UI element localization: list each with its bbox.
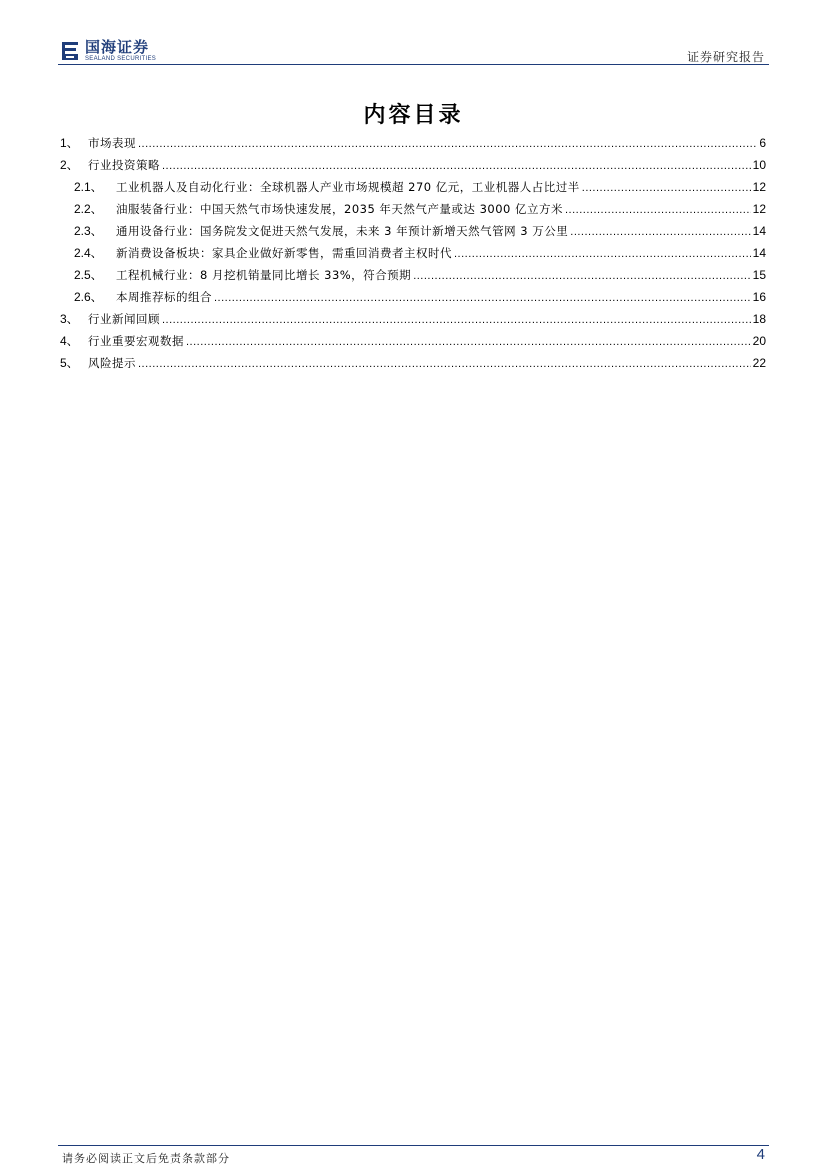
page-header	[0, 0, 827, 70]
toc-entry[interactable]	[60, 134, 766, 156]
toc-entry-page: 15	[752, 268, 766, 282]
toc-leader-dots	[162, 160, 751, 172]
toc-leader-dots	[138, 358, 751, 370]
toc-entry-page: 16	[752, 290, 766, 304]
toc-entry-number: 2.3、	[74, 224, 103, 238]
toc-title: 内容目录	[363, 102, 464, 128]
toc-entry-title: 工业机器人及自动化行业：全球机器人产业市场规模超 270 亿元，工业机器人占比过半	[116, 180, 580, 194]
toc-entry[interactable]	[60, 244, 766, 266]
footer-divider	[58, 1145, 769, 1146]
toc-leader-dots	[214, 292, 751, 304]
toc-entry-page: 20	[752, 334, 766, 348]
table-of-contents	[60, 134, 766, 376]
toc-leader-dots	[570, 226, 750, 238]
page-number: 4	[756, 1146, 765, 1163]
toc-entry-page: 10	[752, 158, 766, 172]
toc-entry-number: 2、	[60, 158, 79, 172]
toc-entry-title: 新消费设备板块：家具企业做好新零售，需重回消费者主权时代	[116, 246, 452, 260]
toc-entry[interactable]	[60, 288, 766, 310]
toc-entry[interactable]	[60, 332, 766, 354]
toc-entry-page: 12	[752, 202, 766, 216]
logo-english-name: SEALAND SECURITIES	[85, 56, 157, 62]
toc-entry[interactable]	[60, 178, 766, 200]
toc-entry-number: 4、	[60, 334, 79, 348]
toc-leader-dots	[162, 314, 751, 326]
toc-entry[interactable]	[60, 156, 766, 178]
toc-entry-number: 3、	[60, 312, 79, 326]
toc-leader-dots	[413, 270, 750, 282]
toc-entry-number: 2.4、	[74, 246, 103, 260]
toc-entry[interactable]	[60, 222, 766, 244]
toc-entry-page: 18	[752, 312, 766, 326]
logo-icon	[60, 39, 80, 63]
toc-entry[interactable]	[60, 266, 766, 288]
toc-leader-dots	[454, 248, 751, 260]
toc-entry-page: 12	[752, 180, 766, 194]
toc-entry-number: 2.5、	[74, 268, 103, 282]
logo-chinese-name: 国海证券	[85, 38, 150, 56]
toc-entry-title: 行业投资策略	[88, 158, 160, 172]
toc-entry-title: 行业新闻回顾	[88, 312, 160, 326]
toc-entry-number: 1、	[60, 136, 79, 150]
toc-entry-title: 通用设备行业：国务院发文促进天然气发展，未来 3 年预计新增天然气管网 3 万公里	[116, 224, 569, 238]
header-divider	[58, 64, 769, 65]
toc-leader-dots	[138, 138, 757, 150]
toc-entry[interactable]	[60, 310, 766, 332]
toc-entry-title: 市场表现	[88, 136, 136, 150]
toc-leader-dots	[186, 336, 751, 348]
company-logo	[60, 36, 156, 66]
footer-disclaimer: 请务必阅读正文后免责条款部分	[62, 1152, 230, 1165]
report-type-label: 证券研究报告	[686, 50, 765, 64]
toc-entry-page: 14	[752, 224, 766, 238]
toc-entry-page: 14	[752, 246, 766, 260]
toc-entry-page: 6	[759, 136, 766, 150]
toc-entry-number: 2.2、	[74, 202, 103, 216]
toc-entry-number: 2.1、	[74, 180, 103, 194]
toc-entry-page: 22	[752, 356, 766, 370]
toc-leader-dots	[565, 204, 751, 216]
toc-entry[interactable]	[60, 200, 766, 222]
toc-entry-title: 行业重要宏观数据	[88, 334, 184, 348]
toc-entry-number: 2.6、	[74, 290, 103, 304]
toc-entry-title: 本周推荐标的组合	[116, 290, 212, 304]
toc-entry-title: 工程机械行业：8 月挖机销量同比增长 33%，符合预期	[116, 268, 412, 282]
toc-entry-title: 风险提示	[88, 356, 136, 370]
toc-entry-number: 5、	[60, 356, 79, 370]
toc-leader-dots	[582, 182, 751, 194]
toc-entry-title: 油服装备行业：中国天然气市场快速发展，2035 年天然气产量或达 3000 亿立方米	[116, 202, 563, 216]
toc-entry[interactable]	[60, 354, 766, 376]
